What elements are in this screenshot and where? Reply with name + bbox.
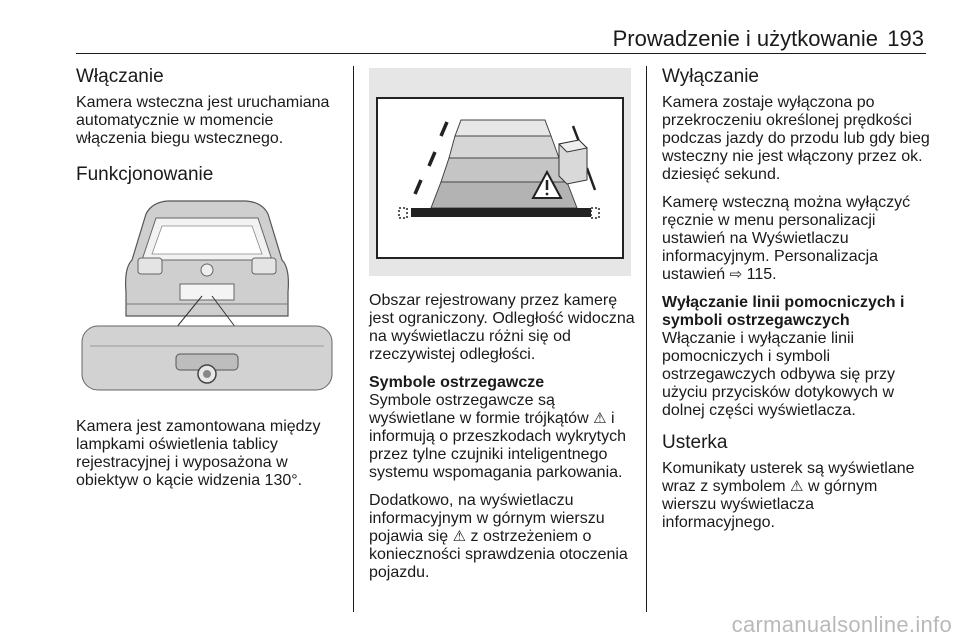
heading-switching-on: Włączanie	[76, 66, 164, 87]
page-reference-arrow-icon: ⇨	[729, 266, 743, 283]
para-additional-warning-text-a: Dodatkowo, na wyświetlaczu informacyjnym w górnym wierszu pojawia się	[369, 492, 605, 545]
para-warning-symbols-text-a: Symbole ostrzegawcze są wyświetlane w formie trójkątów	[369, 392, 589, 427]
para-manual-off	[662, 194, 930, 284]
para-switching-off: Kamera zostaje wyłączona po przekroczeniu określonej prędkości podczas jazdy do przodu lub gdy bieg wsteczny nie jest włączony przez ok. dziesięć sekund.	[662, 94, 930, 183]
column-left	[76, 66, 346, 500]
heading-warning-symbols: Symbole ostrzegawcze	[369, 374, 545, 391]
para-fault-text-b: w górnym wierszu wyświetlacza informacyjnego.	[662, 478, 878, 531]
column-divider-left	[353, 66, 354, 612]
column-middle	[369, 68, 635, 592]
heading-function: Funkcjonowanie	[76, 164, 214, 185]
para-fault	[662, 460, 930, 532]
para-warning-symbols-text-b: i informują o przeszkodach wykrytych przez tylne czujniki inteligentnego systemu wspomagania parkowania.	[369, 410, 626, 481]
column-right	[662, 66, 930, 542]
para-manual-off-text-b: 115.	[746, 266, 777, 283]
heading-switching-off: Wyłączanie	[662, 66, 759, 87]
page-number: 193	[887, 26, 924, 51]
column-divider-right	[646, 66, 647, 612]
para-additional-warning-text-b: z ostrzeżeniem o konieczności sprawdzenia otoczenia pojazdu.	[369, 528, 628, 581]
page-header-title: Prowadzenie i użytkowanie	[612, 26, 878, 51]
para-manual-off-text-a: Kamerę wsteczną można wyłączyć ręcznie w menu personalizacji ustawień na Wyświetlaczu informacyjnym. Personalizacja ustawień	[662, 194, 911, 283]
heading-fault: Usterka	[662, 432, 728, 453]
rear-camera-car-illustration	[76, 196, 338, 404]
heading-guidelines-off: Wyłączanie linii pomocniczych i symboli ostrzegawczych	[662, 294, 905, 329]
para-warning-symbols	[369, 392, 635, 482]
header-rule	[76, 53, 926, 54]
para-camera-mount: Kamera jest zamontowana między lampkami oświetlenia tablicy rejestracyjnej i wyposażona w obiektyw o kącie widzenia 130°.	[76, 418, 321, 489]
para-fault-text-a: Komunikaty usterek są wyświetlane wraz z symbolem	[662, 460, 915, 495]
watermark: carmanualsonline.info	[731, 612, 952, 637]
para-recording-area: Obszar rejestrowany przez kamerę jest ograniczony. Odległość widoczna na wyświetlaczu różni się od rzeczywistej odległości.	[369, 292, 635, 363]
warning-triangle-icon: ⚠	[593, 410, 607, 427]
warning-triangle-icon: ⚠	[790, 478, 804, 495]
camera-display-guidelines-diagram	[369, 68, 631, 276]
para-guidelines-off: Włączanie i wyłączanie linii pomocniczych i symboli ostrzegawczych odbywa się przy użyciu przycisków dotykowych w dolnej części wyświetlacza.	[662, 330, 895, 419]
para-additional-warning	[369, 492, 635, 582]
warning-triangle-icon: ⚠	[452, 528, 467, 545]
para-switching-on: Kamera wsteczna jest uruchamiana automatycznie w momencie włączenia biegu wstecznego.	[76, 94, 330, 147]
